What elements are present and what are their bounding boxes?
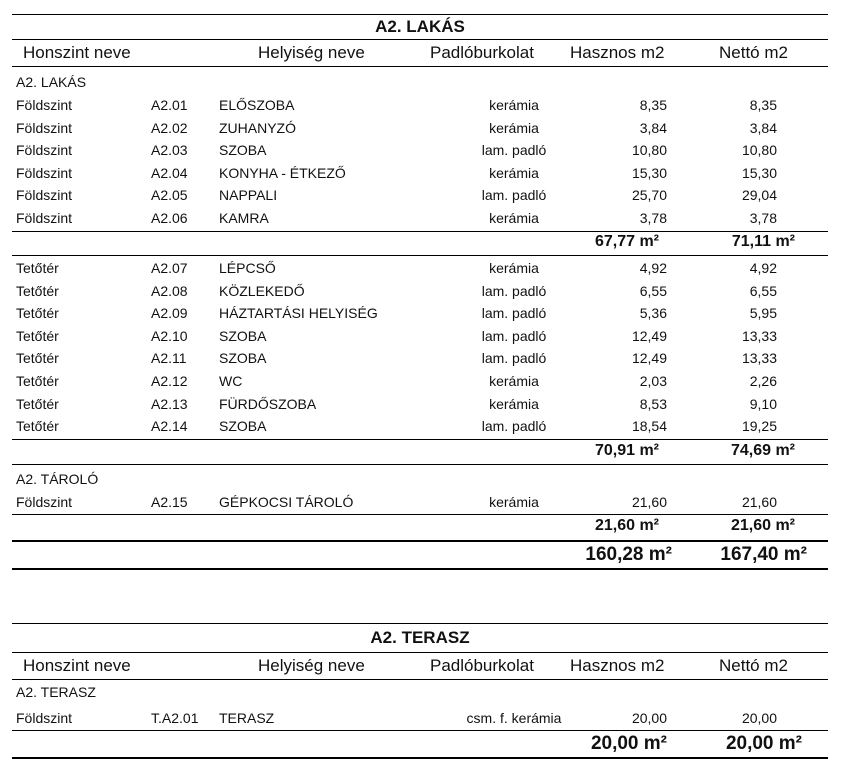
- cell-code: A2.10: [151, 327, 188, 344]
- cell-level: Földszint: [16, 119, 73, 136]
- divider: [12, 439, 828, 440]
- divider: [12, 623, 828, 624]
- cell-level: Földszint: [16, 164, 73, 181]
- cell-room-name: HÁZTARTÁSI HELYISÉG: [219, 305, 378, 322]
- cell-hasznos-value: 4,92: [639, 260, 667, 276]
- divider: [12, 464, 828, 465]
- cell-code: T.A2.01: [151, 710, 199, 726]
- cell-code: A2.12: [151, 373, 188, 389]
- cell-code: A2.05: [151, 187, 188, 204]
- cell-code: A2.11: [151, 350, 187, 367]
- cell-level: Földszint: [16, 187, 73, 204]
- cell-room-name: ZUHANYZÓ: [219, 119, 296, 136]
- subtotal-hasznos: 67,77 m²: [594, 233, 659, 250]
- cell-level: Földszint: [16, 494, 73, 510]
- divider: [12, 757, 828, 759]
- cell-netto-value: 3,84: [749, 119, 777, 136]
- cell-floor-type: kerámia: [489, 119, 539, 136]
- cell-code: A2.14: [151, 418, 188, 435]
- cell-hasznos-value: 18,54: [631, 418, 667, 435]
- cell-hasznos-value: 25,70: [631, 187, 667, 204]
- cell-level: Tetőtér: [16, 373, 59, 389]
- cell-netto-value: 13,33: [741, 327, 777, 344]
- cell-netto-value: 8,35: [749, 97, 777, 113]
- header-netto: Nettó m2: [719, 656, 788, 675]
- cell-floor-type: kerámia: [489, 395, 539, 412]
- cell-floor-type: lam. padló: [481, 418, 547, 435]
- cell-level: Földszint: [16, 97, 73, 113]
- cell-netto-value: 19,25: [741, 418, 777, 435]
- cell-code: A2.15: [151, 494, 188, 510]
- cell-room-name: KONYHA - ÉTKEZŐ: [219, 164, 346, 181]
- cell-netto-value: 15,30: [741, 164, 777, 181]
- cell-room-name: NAPPALI: [219, 187, 278, 204]
- section-label-tarolo: A2. TÁROLÓ: [16, 471, 99, 487]
- cell-code: A2.08: [151, 282, 188, 299]
- cell-room-name: SZOBA: [219, 327, 267, 344]
- subtotal-netto: 74,69 m²: [730, 442, 795, 459]
- cell-level: Földszint: [16, 210, 73, 226]
- cell-netto-value: 20,00: [741, 710, 777, 726]
- cell-netto-value: 2,26: [749, 373, 777, 389]
- cell-code: A2.07: [151, 260, 188, 276]
- cell-hasznos-value: 12,49: [631, 350, 667, 367]
- cell-level: Tetőtér: [16, 260, 59, 276]
- cell-hasznos-value: 2,03: [639, 373, 667, 389]
- table-row: [12, 97, 828, 119]
- cell-code: A2.03: [151, 142, 188, 159]
- cell-room-name: TERASZ: [219, 710, 275, 726]
- table-row: [12, 494, 828, 516]
- cell-floor-type: lam. padló: [481, 142, 547, 159]
- cell-code: A2.13: [151, 395, 188, 412]
- divider: [12, 514, 828, 515]
- cell-hasznos-value: 3,84: [639, 119, 667, 136]
- cell-code: A2.04: [151, 164, 188, 181]
- total-hasznos: 20,00 m²: [590, 733, 667, 754]
- cell-floor-type: csm. f. kerámia: [466, 710, 562, 726]
- cell-level: Tetőtér: [16, 305, 59, 322]
- table-row: [12, 142, 828, 164]
- divider: [12, 652, 828, 653]
- subtotal-hasznos: 21,60 m²: [594, 517, 659, 534]
- cell-netto-value: 4,92: [749, 260, 777, 276]
- header-floor: Padlóburkolat: [430, 43, 534, 62]
- cell-level: Tetőtér: [16, 282, 59, 299]
- cell-floor-type: kerámia: [489, 260, 539, 276]
- divider: [12, 568, 828, 570]
- table-row: [12, 305, 828, 327]
- table-row: [12, 373, 828, 395]
- subtotal-netto: 21,60 m²: [730, 517, 795, 534]
- header-floor: Padlóburkolat: [430, 656, 534, 675]
- cell-room-name: SZOBA: [219, 350, 267, 367]
- divider: [12, 255, 828, 256]
- table-row: [12, 283, 828, 305]
- divider: [12, 66, 828, 67]
- cell-room-name: WC: [219, 373, 243, 389]
- cell-floor-type: lam. padló: [481, 187, 547, 204]
- cell-level: Tetőtér: [16, 418, 59, 435]
- divider: [12, 39, 828, 40]
- subtotal-hasznos: 70,91 m²: [594, 442, 659, 459]
- cell-floor-type: kerámia: [489, 373, 539, 389]
- table-row: [12, 165, 828, 187]
- cell-floor-type: kerámia: [489, 494, 539, 510]
- divider: [12, 14, 828, 15]
- cell-room-name: LÉPCSŐ: [219, 260, 276, 276]
- table-row: [12, 120, 828, 142]
- cell-netto-value: 21,60: [741, 494, 777, 510]
- cell-netto-value: 3,78: [749, 210, 777, 226]
- cell-room-name: SZOBA: [219, 418, 267, 435]
- cell-hasznos-value: 8,35: [639, 97, 667, 113]
- cell-netto-value: 6,55: [749, 282, 777, 299]
- header-level: Honszint neve: [23, 43, 131, 62]
- total-hasznos: 160,28 m²: [585, 544, 672, 565]
- cell-netto-value: 5,95: [749, 305, 777, 322]
- header-hasznos: Hasznos m2: [570, 656, 665, 675]
- cell-hasznos-value: 10,80: [631, 142, 667, 159]
- cell-hasznos-value: 3,78: [639, 210, 667, 226]
- header-room: Helyiség neve: [258, 656, 365, 675]
- cell-room-name: KAMRA: [219, 210, 269, 226]
- cell-netto-value: 10,80: [741, 142, 777, 159]
- table-row: [12, 396, 828, 418]
- header-netto: Nettó m2: [719, 43, 788, 62]
- cell-hasznos-value: 8,53: [639, 395, 667, 412]
- divider: [12, 540, 828, 542]
- cell-hasznos-value: 15,30: [631, 164, 667, 181]
- lakas-title: A2. LAKÁS: [375, 17, 465, 36]
- cell-floor-type: kerámia: [489, 210, 539, 226]
- total-netto: 167,40 m²: [720, 544, 807, 565]
- cell-hasznos-value: 20,00: [631, 710, 667, 726]
- cell-hasznos-value: 21,60: [631, 494, 667, 510]
- table-row: [12, 328, 828, 350]
- cell-netto-value: 9,10: [749, 395, 777, 412]
- divider: [12, 730, 828, 731]
- header-hasznos: Hasznos m2: [570, 43, 665, 62]
- table-row: [12, 210, 828, 232]
- cell-level: Földszint: [16, 142, 73, 159]
- cell-floor-type: kerámia: [489, 164, 539, 181]
- cell-hasznos-value: 12,49: [631, 327, 667, 344]
- cell-room-name: GÉPKOCSI TÁROLÓ: [219, 494, 354, 510]
- subtotal-netto: 71,11 m²: [731, 233, 795, 250]
- cell-code: A2.09: [151, 305, 188, 322]
- section-label-lakas: A2. LAKÁS: [16, 74, 87, 90]
- table-row: [12, 350, 828, 372]
- cell-room-name: SZOBA: [219, 142, 267, 159]
- cell-code: A2.02: [151, 119, 188, 136]
- cell-hasznos-value: 6,55: [639, 282, 667, 299]
- cell-floor-type: kerámia: [489, 97, 539, 113]
- terasz-title: A2. TERASZ: [370, 628, 470, 647]
- cell-room-name: KÖZLEKEDŐ: [219, 282, 305, 299]
- header-level: Honszint neve: [23, 656, 131, 675]
- cell-level: Tetőtér: [16, 350, 59, 367]
- cell-code: A2.01: [151, 97, 188, 113]
- cell-floor-type: lam. padló: [481, 282, 547, 299]
- table-row: [12, 260, 828, 282]
- cell-level: Tetőtér: [16, 395, 59, 412]
- table-row: [12, 710, 828, 732]
- table-row: [12, 418, 828, 440]
- cell-hasznos-value: 5,36: [639, 305, 667, 322]
- cell-code: A2.06: [151, 210, 188, 226]
- cell-floor-type: lam. padló: [481, 305, 547, 322]
- cell-netto-value: 29,04: [741, 187, 777, 204]
- cell-level: Földszint: [16, 710, 73, 726]
- total-netto: 20,00 m²: [725, 733, 802, 754]
- cell-netto-value: 13,33: [741, 350, 777, 367]
- divider: [12, 679, 828, 680]
- cell-floor-type: lam. padló: [481, 327, 547, 344]
- section-label-terasz: A2. TERASZ: [16, 684, 96, 700]
- header-room: Helyiség neve: [258, 43, 365, 62]
- cell-room-name: FÜRDŐSZOBA: [219, 395, 317, 412]
- cell-room-name: ELŐSZOBA: [219, 97, 295, 113]
- cell-level: Tetőtér: [16, 327, 59, 344]
- divider: [12, 231, 828, 232]
- cell-floor-type: lam. padló: [481, 350, 547, 367]
- table-row: [12, 187, 828, 209]
